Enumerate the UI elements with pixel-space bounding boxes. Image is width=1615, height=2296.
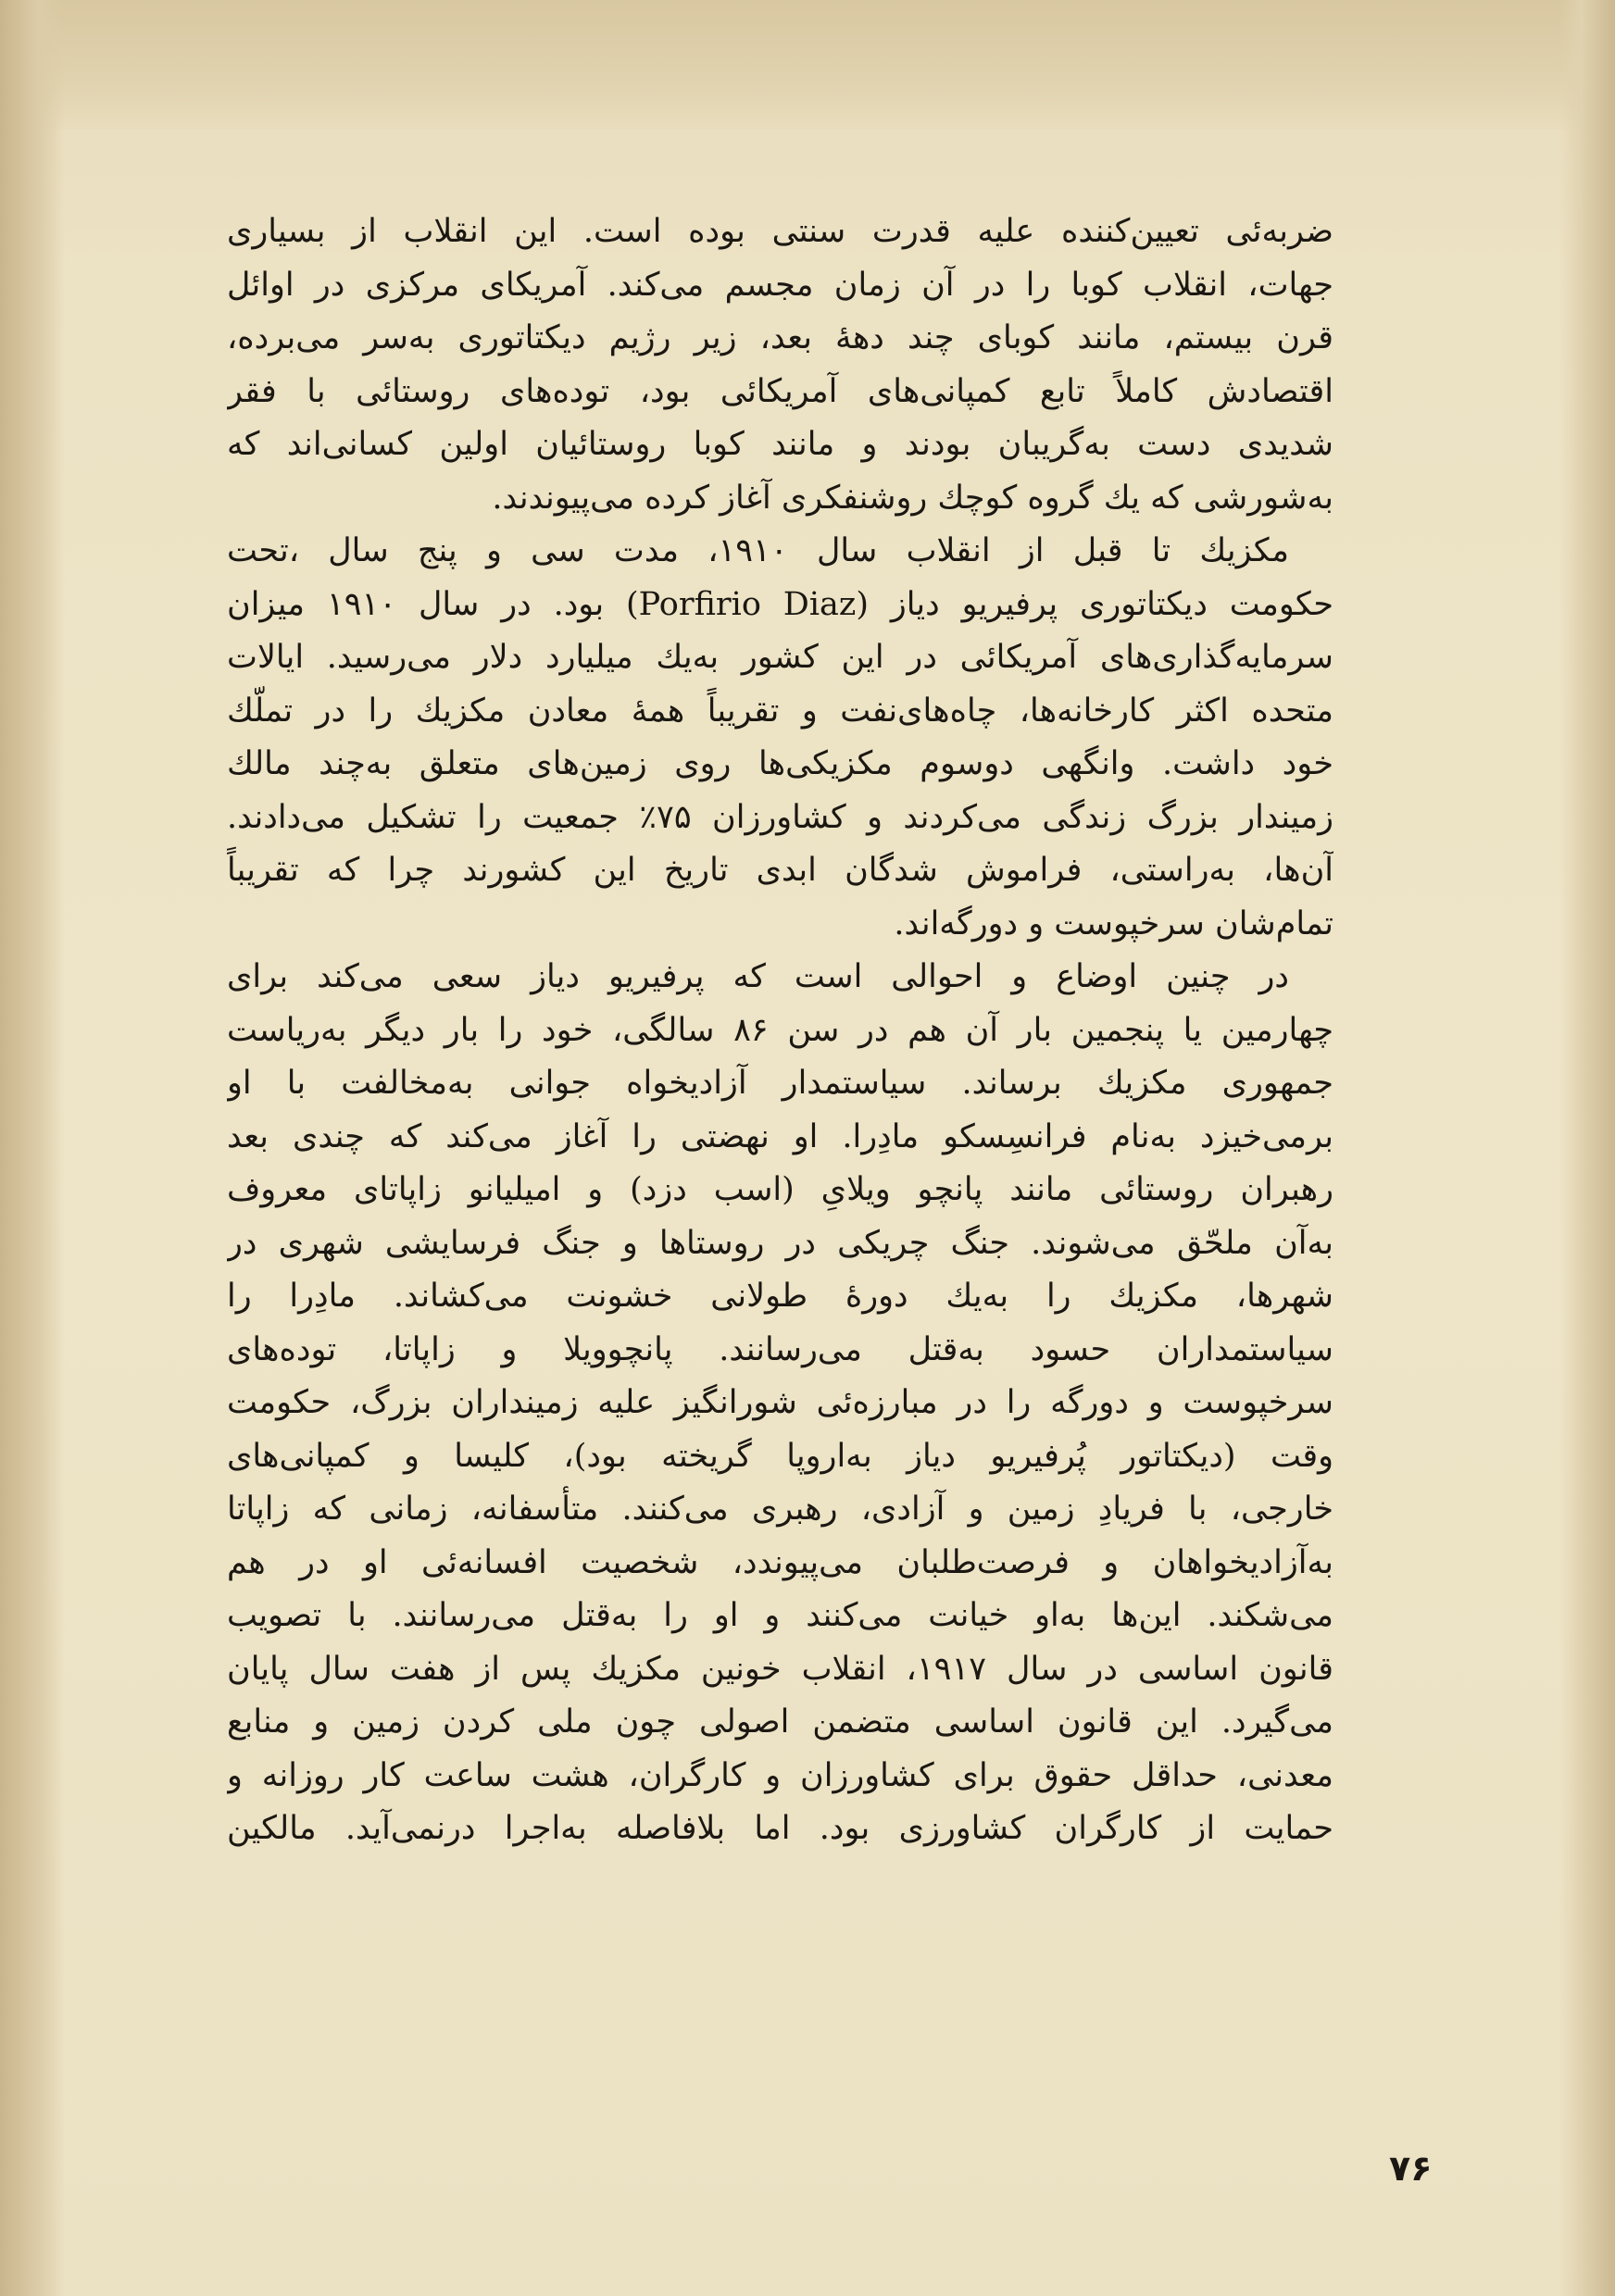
text-line: می‌شکند. این‌ها به‌او خیانت می‌کنند و او را به‌قتل می‌رسانند. با تصویب (227, 1597, 1333, 1634)
text-line: ضربه‌ئی تعیین‌کننده علیه قدرت سنتی بوده است. این انقلاب از بسیاری (227, 213, 1333, 250)
text-line: شهرها، مکزیك را به‌یك دورهٔ طولانی خشونت می‌کشاند. مادِرا را (227, 1278, 1333, 1315)
page-left-edge (0, 0, 65, 2296)
text-line: آن‌ها، به‌راستی، فراموش شدگان ابدی تاریخ این کشورند چرا که تقریباً (227, 852, 1333, 889)
text-line: رهبران روستائی مانند پانچو ویلایِ (اسب دزد) و امیلیانو زاپاتای معروف (227, 1171, 1333, 1208)
text-line: متحده اکثر کارخانه‌ها، چاه‌های‌نفت و تقریباً همهٔ معادن مکزیك را در تملّك (227, 692, 1333, 730)
text-line: حکومت دیکتاتوری پرفیریو دیاز (Porfirio Diaz) بود. در سال ۱۹۱۰ میزان (227, 585, 1333, 623)
text-line: به‌آزادیخواهان و فرصت‌طلبان می‌پیوندد، شخصیت افسانه‌ئی او در هم (227, 1543, 1333, 1581)
paragraph-1 (227, 206, 1333, 525)
text-line: سیاستمداران حسود به‌قتل می‌رسانند. پانچوویلا و زاپاتا، توده‌های (227, 1330, 1333, 1368)
text-line: برمی‌خیزد به‌نام فرانسِسکو مادِرا. او نهضتی را آغاز می‌کند که چندی بعد (227, 1117, 1333, 1155)
text-line: قرن بیستم، مانند کوبای چند دههٔ بعد، زیر رژیم دیکتاتوری به‌سر می‌برده، (227, 319, 1333, 356)
text-line: به‌شورشی که یك گروه کوچك روشنفکری آغاز کرده می‌پیوندند. (492, 479, 1333, 517)
text-line: سرمایه‌گذاری‌های آمریکائی در این کشور به‌یك میلیارد دلار می‌رسید. ایالات (227, 639, 1333, 676)
text-line: زمیندار بزرگ زندگی می‌کردند و کشاورزان ۷۵٪ جمعیت را تشکیل می‌دادند. (227, 798, 1333, 836)
text-line: تمام‌شان سرخپوست و دورگه‌اند. (894, 905, 1333, 942)
text-line: چهارمین یا پنجمین بار آن هم در سن ۸۶ سالگی، خود را بار دیگر به‌ریاست (227, 1011, 1333, 1049)
text-line: به‌آن ملحّق می‌شوند. جنگ چریکی در روستاها و جنگ فرسایشی شهری در (227, 1224, 1333, 1262)
text-line: حمایت از کارگران کشاورزی بود. اما بلافاصله به‌اجرا درنمی‌آید. مالکین (227, 1810, 1333, 1847)
text-line: معدنی، حداقل حقوق برای کشاورزان و کارگران، هشت ساعت کار روزانه و (227, 1756, 1333, 1794)
text-line: در چنین اوضاع و احوالی است که پرفیریو دیاز سعی می‌کند برای (227, 958, 1289, 995)
text-line: خود داشت. وانگهی دوسوم مکزیکی‌ها روی زمین‌های متعلق به‌چند مالك (227, 745, 1333, 782)
page-number: ۷۶ (1389, 2148, 1433, 2189)
text-line: جمهوری مکزیك برساند. سیاستمدار آزادیخواه جوانی به‌مخالفت با او (227, 1065, 1333, 1102)
text-line: قانون اساسی در سال ۱۹۱۷، انقلاب خونین مکزیك پس از هفت سال پایان (227, 1650, 1333, 1688)
paragraph-2 (227, 525, 1333, 951)
text-line: خارجی، با فریادِ زمین و آزادی، رهبری می‌کنند. متأسفانه، زمانی که زاپاتا (227, 1491, 1333, 1528)
text-line: سرخپوست و دورگه را در مبارزه‌ئی شورانگیز علیه زمینداران بزرگ، حکومت (227, 1384, 1333, 1421)
text-line: وقت (دیکتاتور پُرفیریو دیاز به‌اروپا گریخته بود)، کلیسا و کمپانی‌های (227, 1437, 1333, 1475)
text-line: مکزیك تا قبل از انقلاب سال ۱۹۱۰، مدت سی و پنج سال ،تحت (227, 532, 1289, 569)
paragraph-3 (227, 951, 1333, 1856)
page-right-edge (1559, 0, 1615, 2296)
body-text (227, 206, 1333, 1856)
text-line: اقتصادش کاملاً تابع کمپانی‌های آمریکائی بود، توده‌های روستائی با فقر (227, 372, 1333, 410)
text-line: جهات، انقلاب کوبا را در آن زمان مجسم می‌کند. آمریکای مرکزی در اوائل (227, 266, 1333, 304)
page-top-shadow (0, 0, 1615, 130)
text-line: شدیدی دست به‌گریبان بودند و مانند کوبا روستائیان اولین کسانی‌اند که (227, 426, 1333, 463)
text-line: می‌گیرد. این قانون اساسی متضمن اصولی چون ملی کردن زمین و منابع (227, 1703, 1333, 1741)
